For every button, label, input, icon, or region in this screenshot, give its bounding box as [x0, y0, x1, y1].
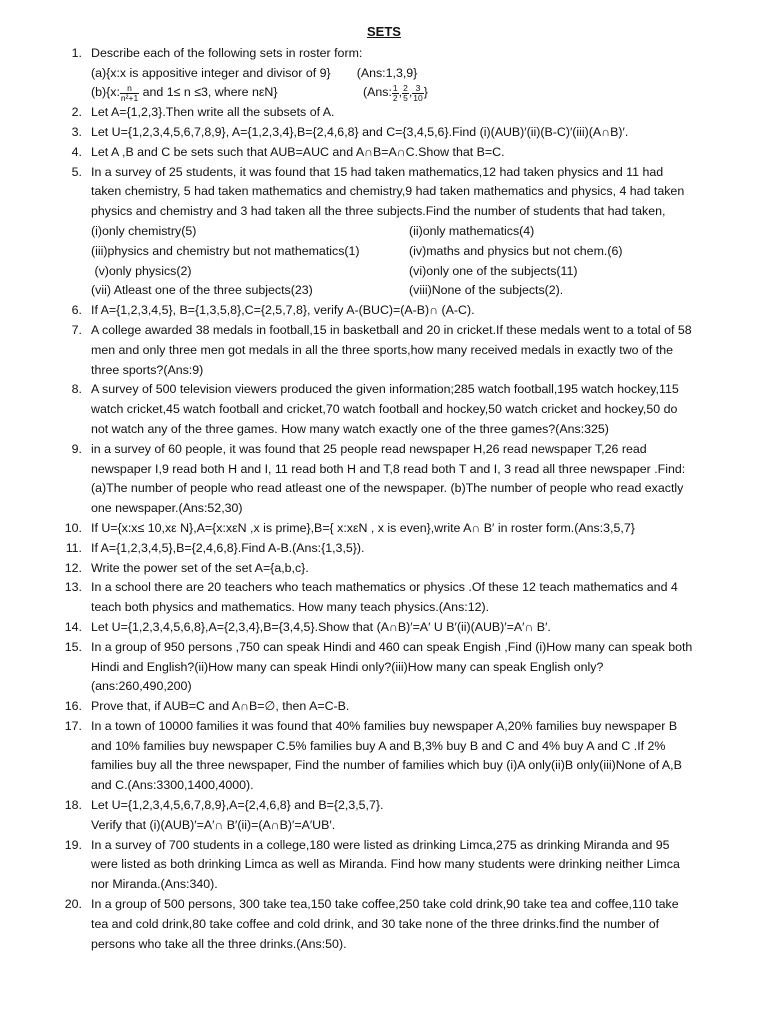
question-number: 20.	[64, 897, 82, 912]
answer-fraction-1	[392, 84, 399, 103]
question-19	[0, 836, 768, 895]
q5-part-i: (i)only chemistry(5)	[91, 223, 197, 238]
question-4	[0, 143, 768, 163]
question-text: A college awarded 38 medals in football,15 in basketball and 20 in cricket.If these medals went to a total of 58 men and only three men got medals in all the three sports,how many received medals in exactly two of the three sports?(Ans:9)	[91, 322, 692, 377]
fraction-numerator: 2	[403, 82, 408, 93]
question-number: 17.	[64, 718, 82, 733]
question-number: 5.	[71, 164, 82, 179]
question-number: 10.	[64, 520, 82, 535]
question-text: A survey of 500 television viewers produced the given information;285 watch football,195 watch hockey,115 watch cricket,45 watch football and cricket,70 watch football and hockey,50 watch cricket and hockey,50 do not watch any of the three games. How many watch exactly one of the three games?(Ans:325)	[91, 382, 679, 436]
question-number: 4.	[71, 144, 82, 159]
q1-part-a	[91, 64, 694, 84]
q5-subparts	[91, 222, 694, 301]
question-text-continued: Verify that (i)(AUB)′=A′∩ B′(ii)=(A∩B)′=A′UB′.	[91, 817, 336, 832]
question-text: in a survey of 60 people, it was found that 25 people read newspaper H,26 read newspaper T,26 read newspaper I,9 read both H and I, 11 read both H and T,8 read both T and I, 3 read all three newspaper .Find: (a)The number of people who read atleast one of the newspaper. (b)The number of people who read exactly one newspaper.(Ans:52,30)	[91, 441, 686, 516]
question-number: 16.	[64, 699, 82, 714]
answer-suffix: }	[423, 85, 428, 100]
q1-part-a-answer: (Ans:1,3,9}	[356, 65, 418, 80]
fraction-numerator: n	[120, 84, 139, 94]
question-number: 3.	[71, 124, 82, 139]
question-text: In a school there are 20 teachers who teach mathematics or physics .Of these 12 teach mathematics and 4 teach both physics and mathematics. How many teach physics.(Ans:12).	[91, 580, 678, 615]
q5-part-v: (v)only physics(2)	[91, 263, 192, 278]
q1-part-a-text: (a){x:x is appositive integer and divisor of 9}	[91, 65, 331, 80]
question-text: In a survey of 25 students, it was found that 15 had taken mathematics,12 had taken physics and 11 had taken chemistry, 5 had taken mathematics and chemistry,9 had taken mathematics and physics, 4 had taken physics and chemistry and 3 had taken all the three subjects.Find the number of students that had taken,	[91, 164, 685, 219]
question-18	[0, 796, 768, 836]
question-number: 1.	[71, 45, 82, 60]
question-number: 7.	[71, 322, 82, 337]
q1-part-b-text	[91, 83, 363, 103]
answer-prefix: (Ans:	[363, 85, 392, 100]
fraction-numerator: 3	[412, 84, 423, 94]
question-5	[0, 163, 768, 302]
fraction-denominator: 5	[403, 92, 408, 103]
question-text: Write the power set of the set A={a,b,c}.	[91, 560, 309, 575]
question-17	[0, 717, 768, 796]
question-9	[0, 440, 768, 519]
question-text: In a group of 500 persons, 300 take tea,150 take coffee,250 take cold drink,90 take tea and coffee,110 take tea and cold drink,80 take coffee and cold drink, and 30 take none of the three drinks.find the number of persons who take all the three drinks.(Ans:50).	[91, 897, 679, 951]
q5-part-iii: (iii)physics and chemistry but not mathematics(1)	[91, 243, 360, 258]
question-text: If A={1,2,3,4,5},B={2,4,6,8}.Find A-B.(Ans:{1,3,5}).	[91, 540, 365, 555]
question-text: In a survey of 700 students in a college,180 were listed as drinking Limca,275 as drinking Miranda and 95 were listed as both drinking Limca as well as Miranda. Find how many students were drinking neither Limca nor Miranda.(Ans:340).	[91, 837, 680, 892]
fraction-denominator: n²+1	[120, 92, 139, 103]
question-20	[0, 895, 768, 954]
question-text: Let A={1,2,3}.Then write all the subsets of A.	[91, 105, 335, 120]
question-number: 6.	[71, 303, 82, 318]
question-13	[0, 578, 768, 618]
question-number: 11.	[65, 540, 82, 555]
question-number: 15.	[64, 639, 82, 654]
question-14	[0, 618, 768, 638]
question-text: Let U={1,2,3,4,5,6,7,8,9}, A={1,2,3,4},B={2,4,6,8} and C={3,4,5,6}.Find (i)(AUB)′(ii)(B-C)′(iii)(A∩B)′.	[91, 124, 629, 139]
question-text: Describe each of the following sets in roster form:	[91, 45, 363, 60]
q1-b-prefix: (b){x:	[91, 85, 120, 100]
q1-part-b-answer: (Ans: $\frac{1}{2}$ , $\frac{2}{5}$ , $\frac{3}{10}$ }	[363, 82, 428, 103]
fraction-denominator: 2	[392, 92, 398, 103]
question-15	[0, 638, 768, 697]
question-number: 8.	[71, 382, 82, 397]
question-number: 12.	[64, 560, 82, 575]
question-2	[0, 103, 768, 123]
q5-part-ii: (ii)only mathematics(4)	[409, 223, 535, 238]
question-12	[0, 559, 768, 579]
question-text: Let A ,B and C be sets such that AUB=AUC and A∩B=A∩C.Show that B=C.	[91, 144, 505, 159]
question-text: In a town of 10000 families it was found that 40% families buy newspaper A,20% families buy newspaper B and 10% families buy newspaper C.5% families buy A and B,3% buy B and C and 4% buy A and C .If 2% families buy all the three newspaper, Find the number of families which buy (i)A only(ii)B only(iii)None of A,B and C.(Ans:3300,1400,4000).	[91, 718, 682, 793]
question-16	[0, 697, 768, 717]
q1-part-b	[91, 83, 694, 103]
fraction-numerator: 1	[392, 82, 398, 93]
question-7	[0, 321, 768, 380]
question-6	[0, 301, 768, 321]
question-11	[0, 539, 768, 559]
fraction-denominator: 10	[413, 92, 423, 103]
question-list	[0, 44, 768, 955]
question-number: 19.	[64, 837, 82, 852]
q5-part-iv: (iv)maths and physics but not chem.(6)	[409, 243, 623, 258]
question-text: Let U={1,2,3,4,5,6,8},A={2,3,4},B={3,4,5}.Show that (A∩B)′=A′ U B′(ii)(AUB)′=A′∩ B′.	[91, 619, 551, 634]
q5-part-vi: (vi)only one of the subjects(11)	[409, 263, 578, 278]
question-text: If A={1,2,3,4,5}, B={1,3,5,8},C={2,5,7,8}, verify A-(BUC)=(A-B)∩ (A-C).	[91, 303, 475, 318]
question-number: 9.	[71, 441, 82, 456]
question-number: 13.	[64, 580, 82, 595]
question-number: 18.	[64, 798, 82, 813]
q5-part-vii: (vii) Atleast one of the three subjects(23)	[91, 283, 313, 298]
question-8	[0, 380, 768, 439]
question-text: Let U={1,2,3,4,5,6,7,8,9},A={2,4,6,8} and B={2,3,5,7}.	[91, 798, 384, 813]
q5-part-viii: (viii)None of the subjects(2).	[409, 283, 564, 298]
answer-fraction-2	[402, 84, 409, 103]
question-3	[0, 123, 768, 143]
q1-b-suffix: and 1≤ n ≤3, where nεN}	[139, 85, 278, 100]
page-title: SETS	[367, 24, 401, 39]
question-number: 2.	[71, 105, 82, 120]
question-10	[0, 519, 768, 539]
q1-b-fraction	[120, 84, 139, 103]
question-number: 14.	[64, 619, 82, 634]
question-text: In a group of 950 persons ,750 can speak Hindi and 460 can speak Engish ,Find (i)How many can speak both Hindi and English?(ii)How many can speak Hindi only?(iii)How many can speak English only?(ans:260,490,200)	[91, 639, 693, 694]
question-text: Prove that, if AUB=C and A∩B=∅, then A=C-B.	[91, 699, 350, 714]
answer-fraction-3	[412, 84, 423, 103]
question-1	[0, 44, 768, 103]
question-text: If U={x:x≤ 10,xε N},A={x:xεN ,x is prime},B={ x:xεN , x is even},write A∩ B′ in roster form.(Ans:3,5,7}	[91, 520, 635, 535]
